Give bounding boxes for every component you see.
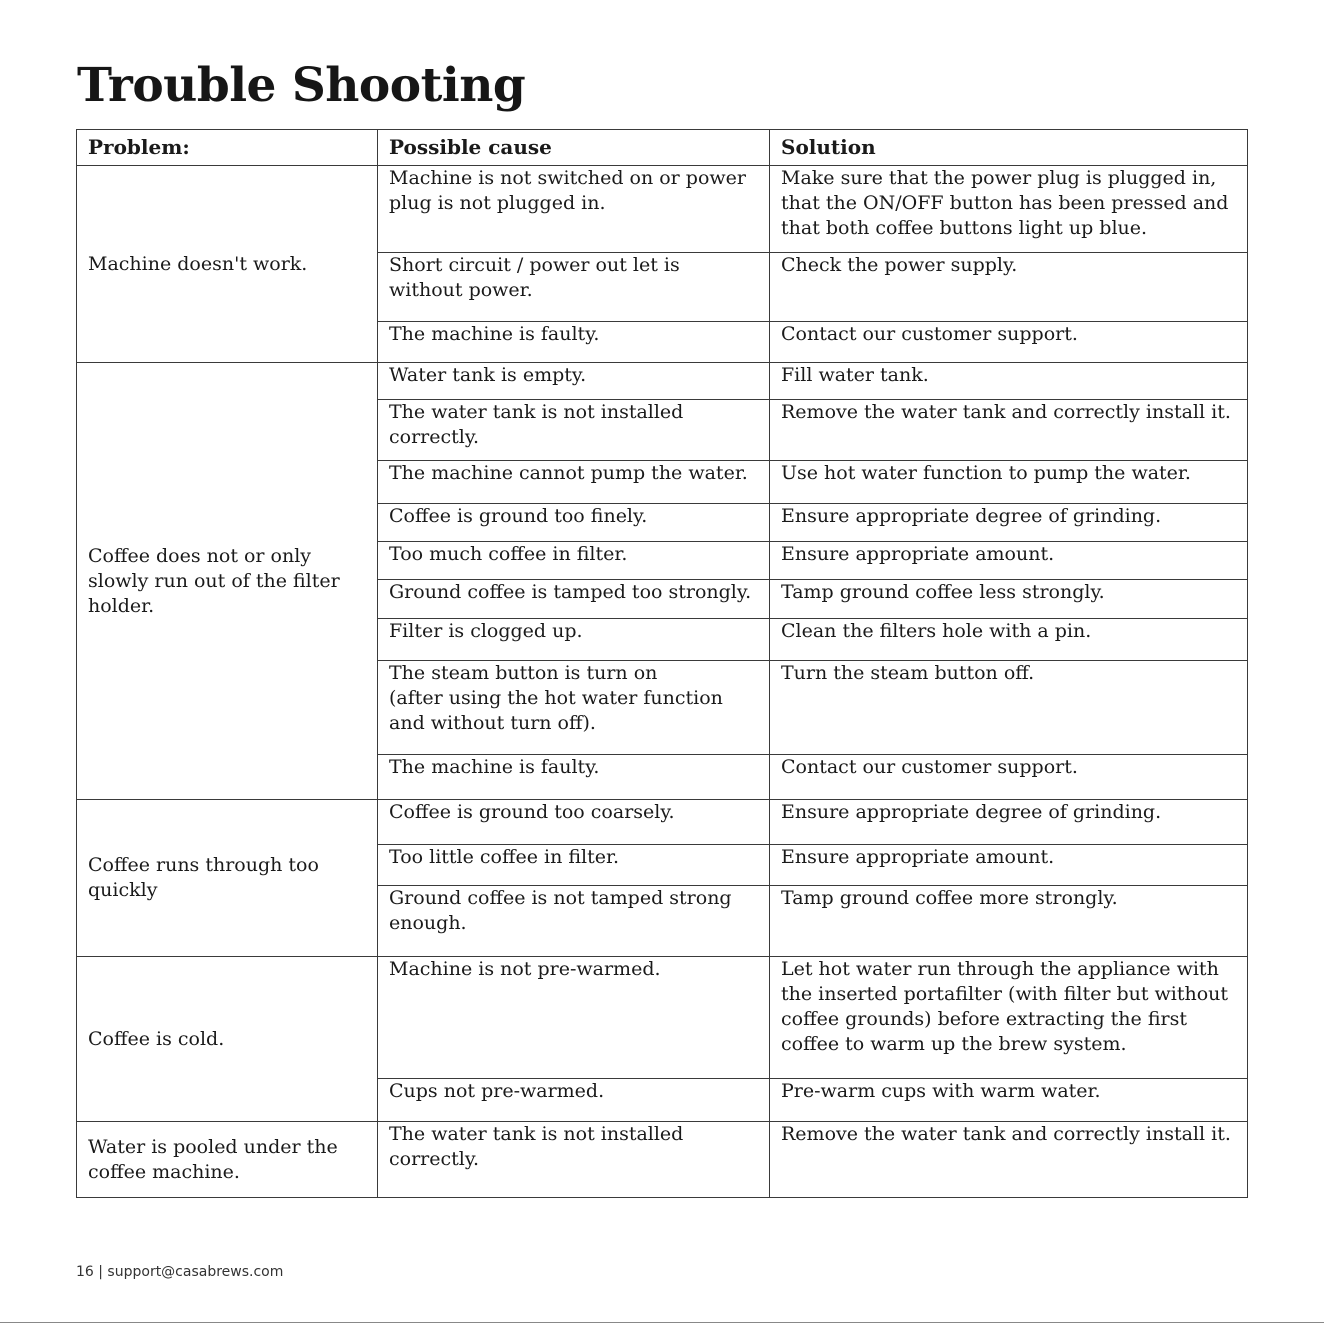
table-row [77,800,1248,845]
cause-cell: Filter is clogged up. [378,619,770,661]
cause-cell: The machine cannot pump the water. [378,461,770,504]
header-solution: Solution [770,130,1248,166]
table-body [77,166,1248,1198]
solution-cell: Ensure appropriate degree of grinding. [770,800,1248,845]
cause-cell: Ground coffee is not tamped strong enough. [378,886,770,957]
solution-cell: Make sure that the power plug is plugged in, that the ON/OFF button has been pressed and that both coffee buttons light up blue. [770,166,1248,253]
solution-cell: Fill water tank. [770,363,1248,400]
problem-cell: Coffee runs through too quickly [77,800,378,957]
bottom-divider [0,1322,1324,1323]
solution-cell: Use hot water function to pump the water. [770,461,1248,504]
table-row [77,363,1248,400]
table-row [77,166,1248,253]
solution-cell: Let hot water run through the appliance with the inserted portafilter (with filter but without coffee grounds) before extracting the first coffee to warm up the brew system. [770,957,1248,1079]
cause-cell: Too little coffee in filter. [378,845,770,886]
cause-cell: The water tank is not installed correctly. [378,1122,770,1198]
solution-cell: Clean the filters hole with a pin. [770,619,1248,661]
problem-cell: Coffee is cold. [77,957,378,1122]
cause-cell: The water tank is not installed correctly. [378,400,770,461]
problem-cell: Coffee does not or only slowly run out of the filter holder. [77,363,378,800]
page-title: Trouble Shooting [77,58,526,113]
solution-cell: Ensure appropriate amount. [770,542,1248,580]
solution-cell: Turn the steam button off. [770,661,1248,755]
solution-cell: Ensure appropriate degree of grinding. [770,504,1248,542]
cause-cell: The machine is faulty. [378,755,770,800]
cause-cell: Coffee is ground too coarsely. [378,800,770,845]
solution-cell: Contact our customer support. [770,755,1248,800]
cause-cell: Ground coffee is tamped too strongly. [378,580,770,619]
table-row [77,957,1248,1079]
table-header-row [77,130,1248,166]
problem-cell: Water is pooled under the coffee machine. [77,1122,378,1198]
solution-cell: Remove the water tank and correctly install it. [770,400,1248,461]
table-row [77,1122,1248,1198]
cause-cell: Coffee is ground too finely. [378,504,770,542]
cause-cell: Machine is not pre-warmed. [378,957,770,1079]
header-problem: Problem: [77,130,378,166]
cause-cell: Water tank is empty. [378,363,770,400]
cause-cell: Cups not pre-warmed. [378,1079,770,1122]
solution-cell: Check the power supply. [770,253,1248,322]
page-footer: 16 | support@casabrews.com [76,1264,284,1280]
cause-cell: The steam button is turn on (after using the hot water function and without turn off). [378,661,770,755]
header-possible-cause: Possible cause [378,130,770,166]
troubleshooting-table [76,129,1248,1198]
solution-cell: Remove the water tank and correctly install it. [770,1122,1248,1198]
cause-cell: Machine is not switched on or power plug is not plugged in. [378,166,770,253]
solution-cell: Tamp ground coffee less strongly. [770,580,1248,619]
cause-cell: Short circuit / power out let is without power. [378,253,770,322]
solution-cell: Ensure appropriate amount. [770,845,1248,886]
problem-cell: Machine doesn't work. [77,166,378,363]
solution-cell: Pre-warm cups with warm water. [770,1079,1248,1122]
solution-cell: Tamp ground coffee more strongly. [770,886,1248,957]
solution-cell: Contact our customer support. [770,322,1248,363]
cause-cell: The machine is faulty. [378,322,770,363]
cause-cell: Too much coffee in filter. [378,542,770,580]
